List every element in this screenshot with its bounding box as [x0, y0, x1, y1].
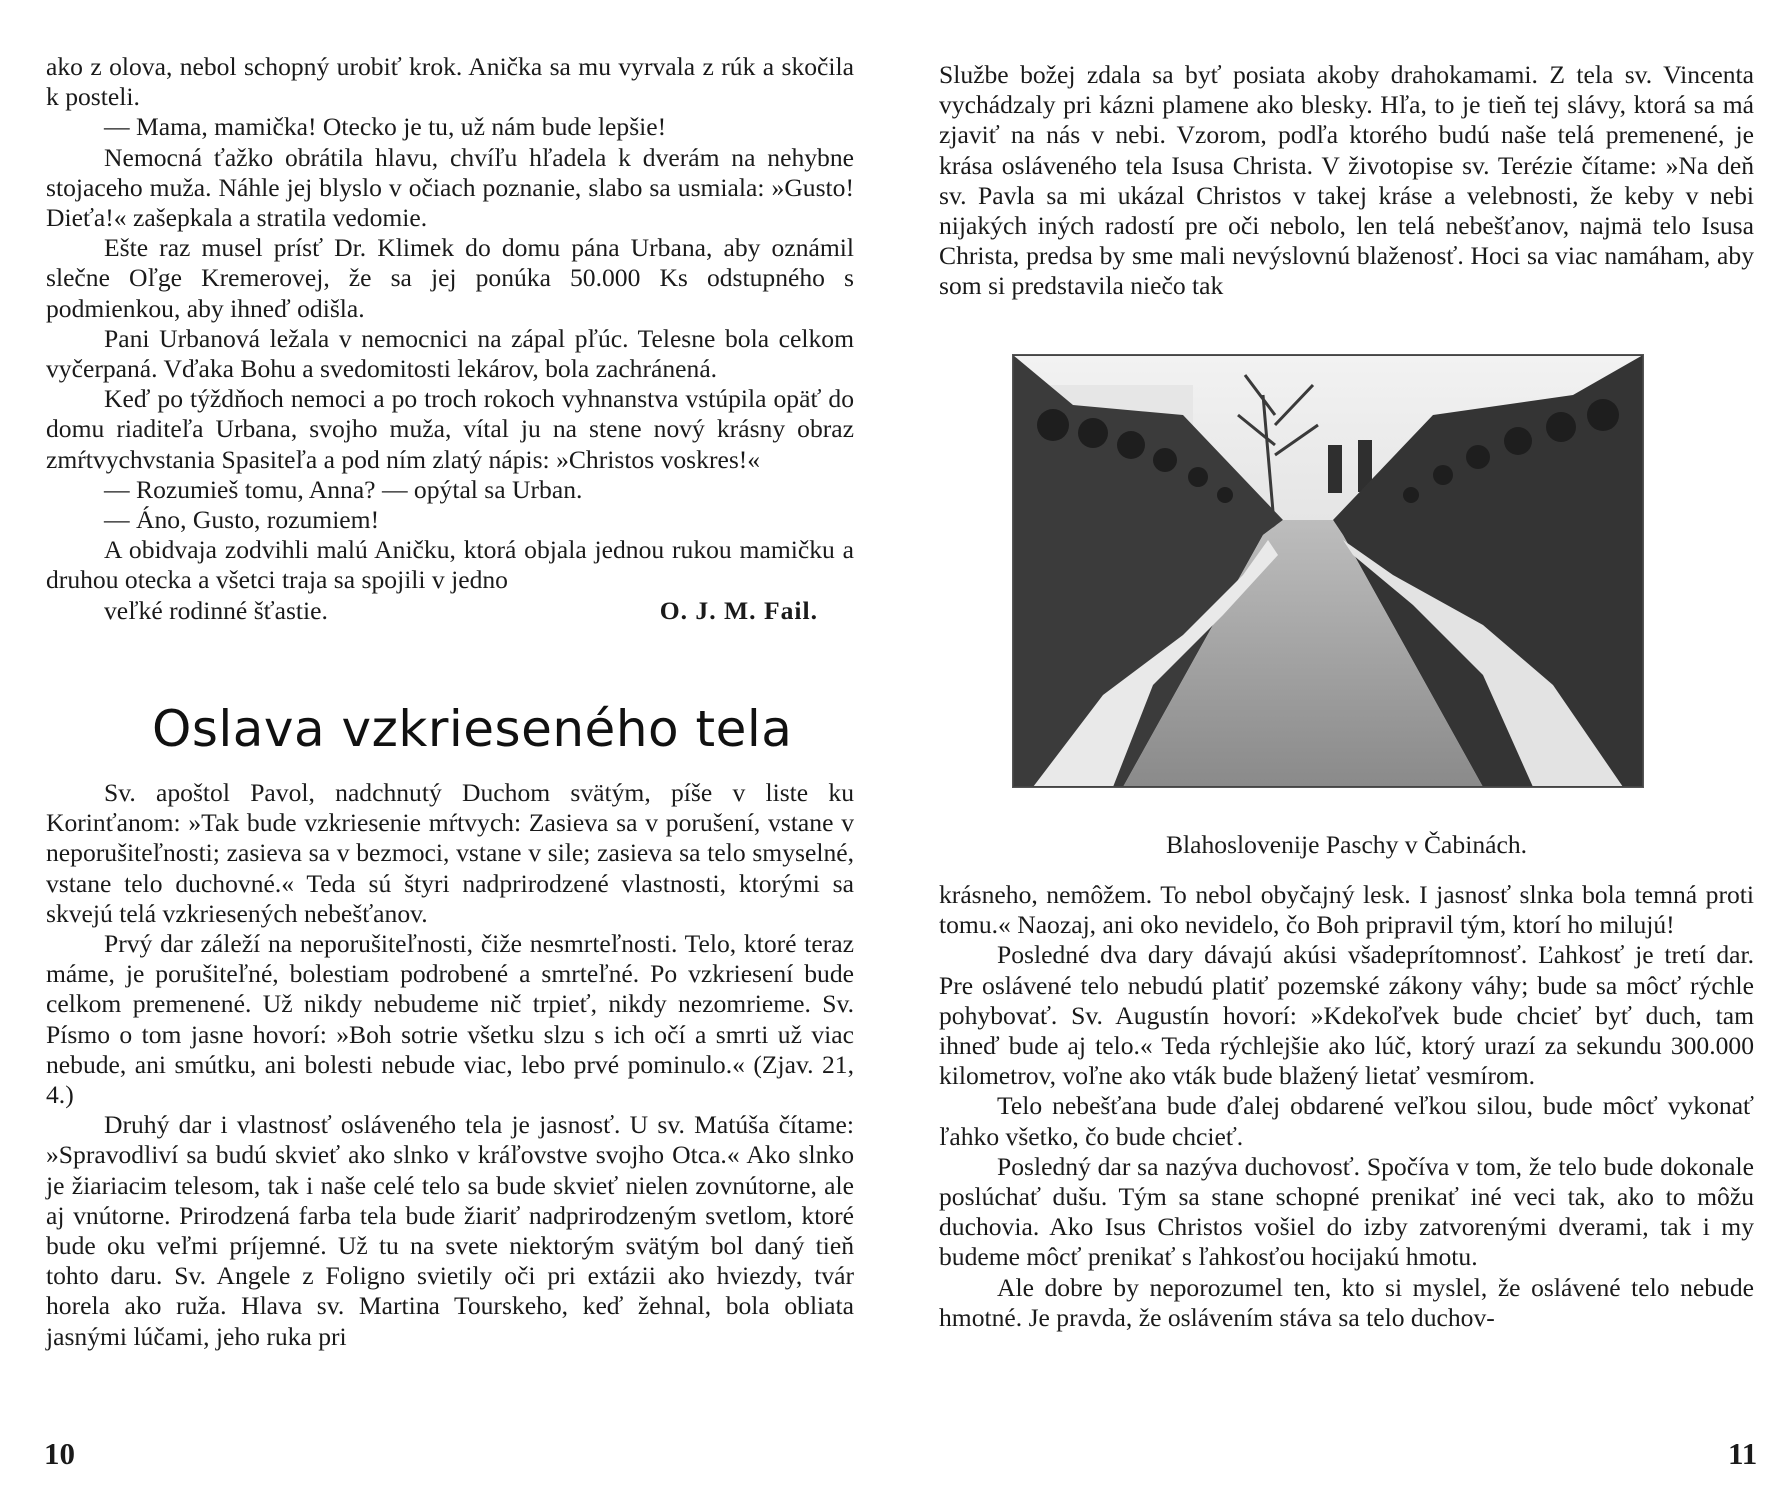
article-column-left [46, 778, 854, 1352]
article-paragraph: krásneho, nemôžem. To nebol obyčajný lesk. I jasnosť slnka bola temná proti tomu.« Naozaj, ani oko nevidelo, čo Boh pripravil tým, ktorí ho milujú! [939, 880, 1754, 940]
article-column-right-top [939, 60, 1754, 302]
article-paragraph: Ale dobre by neporozumel ten, kto si myslel, že oslávené telo nebude hmotné. Je pravda, že oslávením stáva sa telo duchov- [939, 1272, 1754, 1332]
easter-blessing-photo [1012, 354, 1644, 788]
story-ending-column [46, 52, 854, 626]
page-number: 10 [44, 1436, 75, 1471]
page-number: 11 [1728, 1436, 1758, 1471]
right-page [887, 0, 1774, 1500]
story-paragraph: — Mama, mamička! Otecko je tu, už nám bude lepšie! [104, 112, 667, 142]
article-paragraph: Posledný dar sa nazýva duchovosť. Spočíva v tom, že telo bude dokonale poslúchať dušu. Tým sa stane schopné prenikať iné veci tak, ako to môžu duchovia. Ako Isus Christos vošiel do izby zatvorenými dverami, tak i my budeme môcť prenikať s ľahkosťou hocijakú hmotu. [939, 1151, 1754, 1272]
article-paragraph: Prvý dar záleží na neporušiteľnosti, čiže nesmrteľnosti. Telo, ktoré teraz máme, je porušiteľné, bolestiam podrobené a smrteľné. Po vzkriesení bude celkom premenené. Už nikdy nebudeme nič trpieť, nikdy nezomrieme. Sv. Písmo o tom jasne hovorí: »Boh sotrie všetku slzu s ich očí a smrti už viac nebude, ani smútku, ani bolesti nebude viac, lebo prvé pominulo.« (Zjav. 21, 4.) [46, 929, 854, 1110]
story-paragraph: ako z olova, nebol schopný urobiť krok. Anička sa mu vyrvala z rúk a skočila k posteli. [46, 52, 854, 112]
story-paragraph: — Rozumieš tomu, Anna? — opýtal sa Urban. [104, 474, 583, 504]
story-paragraph: Nemocná ťažko obrátila hlavu, chvíľu hľadela k dverám na nehybne stojaceho muža. Náhle jej blyslo v očiach poznanie, slabo sa usmiala: »Gusto! Dieťa!« zašepkala a stratila vedomie. [46, 142, 854, 233]
story-paragraph: — Áno, Gusto, rozumiem! [104, 505, 380, 535]
article-paragraph: Telo nebešťana bude ďalej obdarené veľkou silou, bude môcť vykonať ľahko všetko, čo bude chcieť. [939, 1091, 1754, 1151]
photo-caption: Blahoslovenije Paschy v Čabinách. [1165, 830, 1528, 859]
article-paragraph: Sv. apoštol Pavol, nadchnutý Duchom svätým, píše v liste ku Korinťanom: »Tak bude vzkriesenie mŕtvych: Zasieva sa v porušení, vstane v neporušiteľnosti; zasieva sa v bezmoci, vstane v sile; zasieva sa telo smyselné, vstane telo duchovné.« Teda sú štyri nadprirodzené vlastnosti, ktorými sa skvejú telá vzkriesených nebešťanov. [46, 778, 854, 928]
story-paragraph: Keď po týždňoch nemoci a po troch rokoch vyhnanstva vstúpila opäť do domu riaditeľa Urbana, svojho muža, vítal ju na stene nový krásny obraz zmŕtvychvstania Spasiteľa a pod ním zlatý nápis: »Christos voskres!« [46, 384, 854, 474]
story-paragraph: Ešte raz musel prísť Dr. Klimek do domu pána Urbana, aby oznámil slečne Oľge Kremerovej, že sa jej ponúka 50.000 Ks odstupného s podmienkou, aby ihneď odišla. [46, 233, 854, 323]
photo-illustration [1013, 355, 1643, 787]
article-paragraph: Druhý dar i vlastnosť osláveného tela je jasnosť. U sv. Matúša čítame: »Spravodliví sa budú skvieť ako slnko v kráľovstve svojho Otca.« Ako slnko je žiariacim telesom, tak i naše celé telo sa bude skvieť nielen zovnútorne, ale aj vnútorne. Prirodzená farba tela bude žiariť nadprirodzeným svetlom, ktoré bude oku veľmi príjemné. Už tu na svete niektorým svätým bol daný tieň tohto daru. Sv. Angele z Foligno svietily oči pri extázii ako hviezdy, tvár horela ako ruža. Hlava sv. Martina Tourskeho, keď žehnal, bola obliata jasnými lúčami, jeho ruka pri [46, 1110, 854, 1351]
author-signature: O. J. M. Fail. [659, 595, 818, 625]
story-paragraph: A obidvaja zodvihli malú Aničku, ktorá objala jednou rukou mamičku a druhou otecka a všetci traja sa spojili v jedno [46, 535, 854, 595]
closing-text: veľké rodinné šťastie. [104, 595, 328, 625]
article-paragraph: Službe božej zdala sa byť posiata akoby drahokamami. Z tela sv. Vincenta vychádzaly pri kázni plamene ako blesky. Hľa, to je tieň tej slávy, ktorá sa má zjaviť na nás v nebi. Vzorom, podľa ktorého budú naše telá premenené, je krása osláveného tela Isusa Christa. V životopise sv. Terézie čítame: »Na deň sv. Pavla sa mi ukázal Christos v takej kráse a velebnosti, že keby v nebi nijakých iných radostí pre oči nebolo, len telá nebešťanov, najmä telo Isusa Christa, predsa by sme mali nevýslovnú blaženosť. Hoci sa viac namáham, aby som si predstavila niečo tak [939, 60, 1754, 301]
article-column-right-bottom [939, 880, 1754, 1333]
closing-line [46, 596, 854, 626]
article-heading: Oslava vzkrieseného tela [152, 700, 793, 758]
article-paragraph: Posledné dva dary dávajú akúsi všadeprítomnosť. Ľahkosť je tretí dar. Pre oslávené telo nebudú platiť pozemské zákony váhy; bude sa môcť rýchle pohybovať. Sv. Augustín hovorí: »Kdekoľvek bude chcieť byť duch, tam ihneď bude aj telo.« Teda rýchlejšie ako lúč, ktorý urazí za sekundu 300.000 kilometrov, voľne ako vták bude blažený lietať vesmírom. [939, 940, 1754, 1091]
story-paragraph: Pani Urbanová ležala v nemocnici na zápal pľúc. Telesne bola celkom vyčerpaná. Vďaka Bohu a svedomitosti lekárov, bola zachránená. [46, 323, 854, 384]
